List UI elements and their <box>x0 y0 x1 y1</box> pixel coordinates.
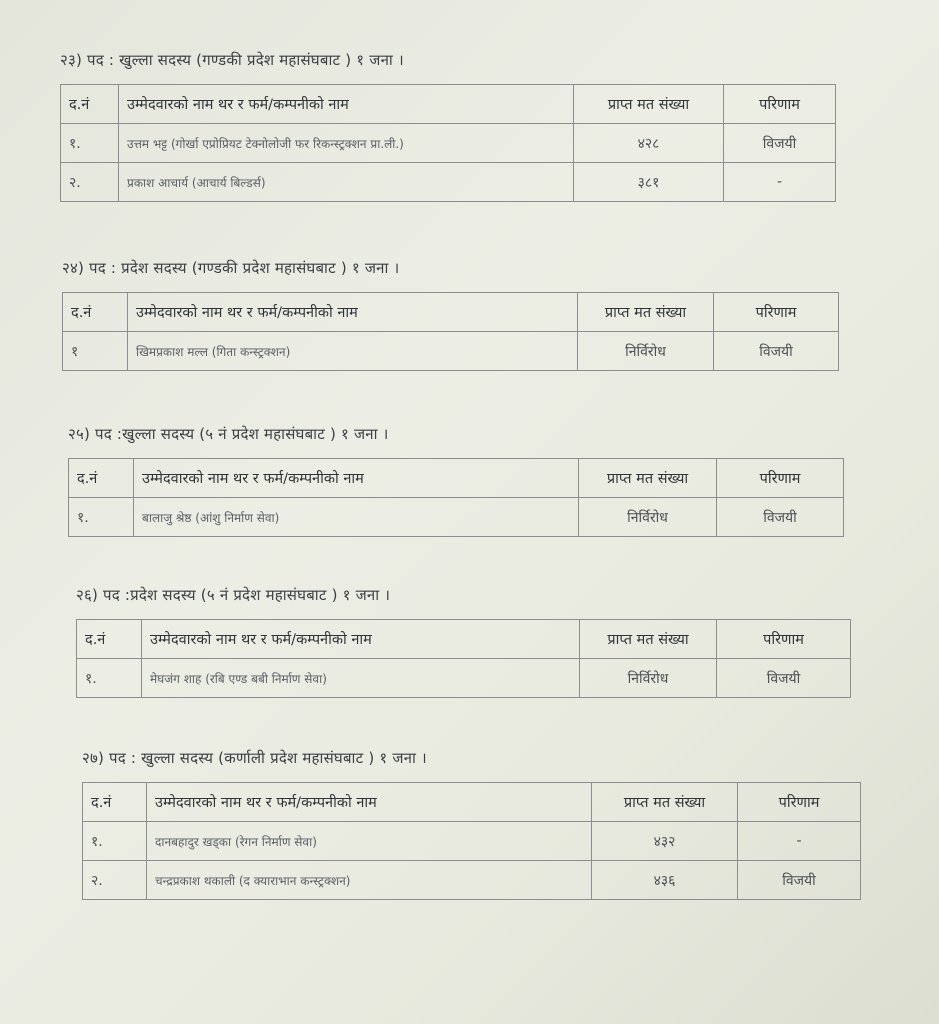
table-header-row <box>61 85 836 124</box>
cell-no: १. <box>77 659 142 698</box>
cell-votes: ४३२ <box>592 822 738 861</box>
results-table <box>82 782 861 900</box>
cell-no: १. <box>83 822 147 861</box>
header-votes: प्राप्त मत संख्या <box>579 459 717 498</box>
cell-votes: निर्विरोध <box>579 498 717 537</box>
results-table <box>62 292 839 371</box>
cell-votes: ४२८ <box>574 124 724 163</box>
section-heading: २६) पद :प्रदेश सदस्य (५ नं प्रदेश महासंघबाट ) १ जना । <box>76 586 391 604</box>
cell-name: उत्तम भट्ट (गोर्खा एप्रोप्रियट टेक्नोलोजी फर रिकन्स्ट्रक्शन प्रा.ली.) <box>119 124 574 163</box>
cell-no: १ <box>63 332 128 371</box>
cell-result: विजयी <box>714 332 839 371</box>
table-row <box>61 124 836 163</box>
table-row <box>83 861 861 900</box>
section-heading: २७) पद : खुल्ला सदस्य (कर्णाली प्रदेश महासंघबाट ) १ जना । <box>82 749 427 767</box>
table-header-row <box>77 620 851 659</box>
cell-result: विजयी <box>724 124 836 163</box>
header-name: उम्मेदवारको नाम थर र फर्म/कम्पनीको नाम <box>142 620 580 659</box>
header-name: उम्मेदवारको नाम थर र फर्म/कम्पनीको नाम <box>134 459 579 498</box>
cell-result: विजयी <box>717 498 844 537</box>
section-heading: २३) पद : खुल्ला सदस्य (गण्डकी प्रदेश महासंघबाट ) १ जना । <box>60 51 404 69</box>
header-votes: प्राप्त मत संख्या <box>578 293 714 332</box>
header-votes: प्राप्त मत संख्या <box>574 85 724 124</box>
cell-result: - <box>724 163 836 202</box>
cell-no: १. <box>61 124 119 163</box>
header-no: द.नं <box>63 293 128 332</box>
cell-result: विजयी <box>717 659 851 698</box>
cell-result: - <box>738 822 861 861</box>
header-no: द.नं <box>61 85 119 124</box>
header-result: परिणाम <box>717 620 851 659</box>
cell-votes: ४३६ <box>592 861 738 900</box>
cell-votes: निर्विरोध <box>580 659 717 698</box>
cell-no: १. <box>69 498 134 537</box>
cell-votes: निर्विरोध <box>578 332 714 371</box>
table-row <box>69 498 844 537</box>
section-25 <box>68 424 844 537</box>
table-row <box>83 822 861 861</box>
results-table <box>68 458 844 537</box>
header-no: द.नं <box>77 620 142 659</box>
header-votes: प्राप्त मत संख्या <box>592 783 738 822</box>
header-name: उम्मेदवारको नाम थर र फर्म/कम्पनीको नाम <box>128 293 578 332</box>
section-27 <box>82 748 861 900</box>
cell-name: प्रकाश आचार्य (आचार्य बिल्डर्स) <box>119 163 574 202</box>
table-row <box>61 163 836 202</box>
table-row <box>77 659 851 698</box>
cell-name: बालाजु श्रेष्ठ (आंशु निर्माण सेवा) <box>134 498 579 537</box>
cell-name: दानबहादुर खड्का (रेगन निर्माण सेवा) <box>147 822 592 861</box>
header-no: द.नं <box>83 783 147 822</box>
results-table <box>60 84 836 202</box>
header-result: परिणाम <box>738 783 861 822</box>
section-23 <box>60 50 836 202</box>
table-row <box>63 332 839 371</box>
table-header-row <box>63 293 839 332</box>
cell-name: खिमप्रकाश मल्ल (गिता कन्स्ट्रक्शन) <box>128 332 578 371</box>
header-result: परिणाम <box>714 293 839 332</box>
table-header-row <box>69 459 844 498</box>
cell-name: मेघजंग शाह (रबि एण्ड बबी निर्माण सेवा) <box>142 659 580 698</box>
cell-no: २. <box>83 861 147 900</box>
section-heading: २५) पद :खुल्ला सदस्य (५ नं प्रदेश महासंघबाट ) १ जना । <box>68 425 389 443</box>
section-26 <box>76 585 851 698</box>
cell-no: २. <box>61 163 119 202</box>
table-header-row <box>83 783 861 822</box>
cell-votes: ३८१ <box>574 163 724 202</box>
cell-name: चन्द्रप्रकाश थकाली (द क्याराभान कन्स्ट्रक्शन) <box>147 861 592 900</box>
header-votes: प्राप्त मत संख्या <box>580 620 717 659</box>
section-24 <box>62 258 839 371</box>
results-table <box>76 619 851 698</box>
header-result: परिणाम <box>717 459 844 498</box>
cell-result: विजयी <box>738 861 861 900</box>
section-heading: २४) पद : प्रदेश सदस्य (गण्डकी प्रदेश महासंघबाट ) १ जना । <box>62 259 400 277</box>
header-no: द.नं <box>69 459 134 498</box>
header-result: परिणाम <box>724 85 836 124</box>
header-name: उम्मेदवारको नाम थर र फर्म/कम्पनीको नाम <box>147 783 592 822</box>
header-name: उम्मेदवारको नाम थर र फर्म/कम्पनीको नाम <box>119 85 574 124</box>
